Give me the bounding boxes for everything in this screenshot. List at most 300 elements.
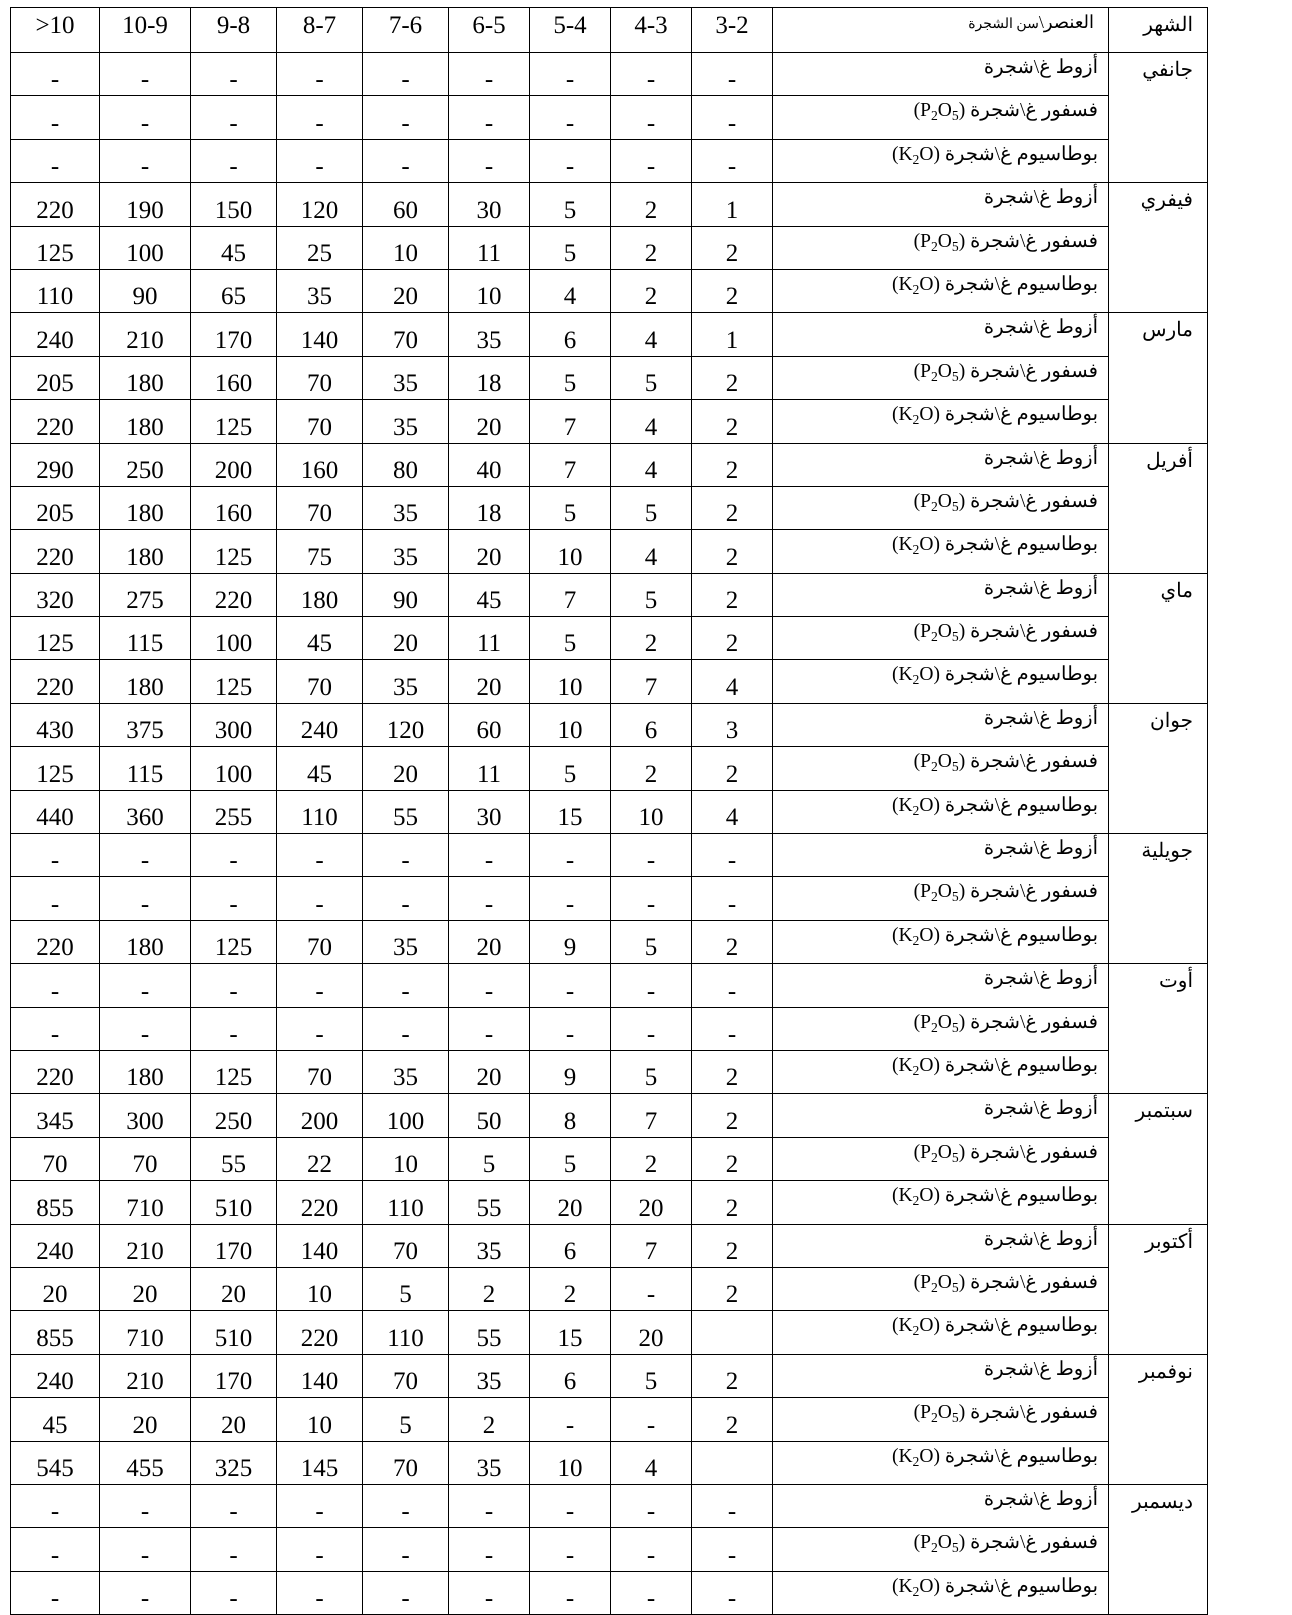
table-row — [11, 400, 1208, 443]
element-label-potassium — [773, 790, 1109, 833]
value-cell: 20 — [449, 920, 530, 963]
value-cell: 6 — [611, 703, 692, 746]
month-cell: جوان — [1109, 703, 1208, 833]
value-cell: 1 — [692, 183, 773, 226]
value-cell: - — [100, 1484, 191, 1527]
formula-subscript: 5 — [951, 759, 959, 775]
formula-subscript: 2 — [930, 1149, 938, 1165]
element-text: بوطاسيوم غ\شجرة ( — [933, 404, 1098, 426]
formula-symbol: K — [898, 924, 913, 946]
value-cell: 20 — [191, 1398, 277, 1441]
value-cell: 170 — [191, 1224, 277, 1267]
value-cell: 35 — [449, 1354, 530, 1397]
element-label-nitrogen — [773, 443, 1109, 486]
formula-symbol: O — [937, 1402, 952, 1424]
value-cell: 5 — [611, 1050, 692, 1093]
value-cell: 55 — [449, 1181, 530, 1224]
header-tree-age: سن الشجرة — [968, 17, 1039, 32]
value-cell: - — [692, 1484, 773, 1527]
value-cell: 255 — [191, 790, 277, 833]
table-row — [11, 660, 1208, 703]
element-label-phosphorus — [773, 617, 1109, 660]
value-cell: - — [530, 1571, 611, 1614]
value-cell: 9 — [530, 1050, 611, 1093]
chemical-formula — [920, 491, 959, 512]
value-cell: - — [191, 1571, 277, 1614]
element-label-phosphorus — [773, 1398, 1109, 1441]
month-cell: أكتوبر — [1109, 1224, 1208, 1354]
month-cell: فيفري — [1109, 183, 1208, 313]
value-cell: 2 — [449, 1398, 530, 1441]
element-label-nitrogen — [773, 313, 1109, 356]
value-cell: 160 — [191, 356, 277, 399]
value-cell: 110 — [11, 269, 100, 312]
element-text: أزوط غ\شجرة — [983, 1228, 1098, 1250]
formula-symbol: O — [937, 621, 952, 643]
value-cell: - — [363, 1528, 449, 1571]
value-cell: - — [11, 1484, 100, 1527]
value-cell: 180 — [100, 486, 191, 529]
formula-subscript: 2 — [930, 1410, 938, 1426]
value-cell: 10 — [530, 660, 611, 703]
value-cell: - — [692, 139, 773, 182]
value-cell: - — [11, 1528, 100, 1571]
formula-symbol: P — [920, 1402, 931, 1424]
element-text: أزوط غ\شجرة — [983, 838, 1098, 860]
value-cell: 160 — [277, 443, 363, 486]
formula-subscript: 2 — [930, 368, 938, 384]
element-label-potassium — [773, 1571, 1109, 1614]
table-row — [11, 877, 1208, 920]
element-text: فسفور غ\شجرة ( — [958, 1532, 1098, 1554]
month-cell: ماي — [1109, 573, 1208, 703]
value-cell: - — [363, 96, 449, 139]
formula-subscript: 2 — [912, 151, 920, 167]
value-cell: 80 — [363, 443, 449, 486]
element-text: فسفور غ\شجرة ( — [958, 1271, 1098, 1293]
value-cell: 35 — [277, 269, 363, 312]
element-text-close: ) — [891, 404, 899, 426]
chemical-formula — [920, 1142, 959, 1163]
value-cell: 60 — [449, 703, 530, 746]
element-text-close: ) — [891, 143, 899, 165]
value-cell: - — [277, 834, 363, 877]
value-cell: - — [363, 53, 449, 96]
element-text: أزوط غ\شجرة — [983, 968, 1098, 990]
value-cell: 50 — [449, 1094, 530, 1137]
element-label-potassium — [773, 1050, 1109, 1093]
formula-subscript: 2 — [930, 1019, 938, 1035]
value-cell: 220 — [11, 400, 100, 443]
element-text-close: ) — [913, 100, 921, 122]
value-cell: 2 — [692, 1354, 773, 1397]
value-cell: - — [611, 877, 692, 920]
value-cell: 220 — [11, 660, 100, 703]
element-text-close: ) — [891, 924, 899, 946]
value-cell: 180 — [100, 356, 191, 399]
table-row — [11, 443, 1208, 486]
value-cell: 5 — [611, 1354, 692, 1397]
value-cell: - — [692, 1571, 773, 1614]
table-row — [11, 139, 1208, 182]
value-cell: - — [277, 139, 363, 182]
value-cell: 5 — [530, 747, 611, 790]
value-cell: 22 — [277, 1137, 363, 1180]
formula-subscript: 5 — [951, 1280, 959, 1296]
value-cell: - — [692, 1007, 773, 1050]
formula-symbol: K — [898, 664, 913, 686]
value-cell: 2 — [692, 1094, 773, 1137]
element-text: أزوط غ\شجرة — [983, 577, 1098, 599]
value-cell: 20 — [611, 1181, 692, 1224]
value-cell: 2 — [692, 356, 773, 399]
element-text: فسفور غ\شجرة ( — [958, 1141, 1098, 1163]
element-text-close: ) — [891, 1575, 899, 1597]
chemical-formula — [920, 1402, 959, 1426]
value-cell: 200 — [277, 1094, 363, 1137]
chemical-formula — [898, 925, 933, 946]
element-text: فسفور غ\شجرة ( — [958, 490, 1098, 512]
chemical-formula — [898, 144, 933, 165]
value-cell: 110 — [363, 1311, 449, 1354]
value-cell: 35 — [363, 486, 449, 529]
value-cell: 25 — [277, 226, 363, 269]
value-cell: 510 — [191, 1181, 277, 1224]
value-cell: 7 — [611, 660, 692, 703]
header-age-3: 6-5 — [449, 8, 530, 53]
value-cell: 180 — [100, 1050, 191, 1093]
table-row — [11, 617, 1208, 660]
value-cell: 220 — [191, 573, 277, 616]
value-cell: 7 — [611, 1094, 692, 1137]
formula-subscript: 2 — [912, 932, 920, 948]
value-cell: 20 — [611, 1311, 692, 1354]
value-cell: 5 — [611, 486, 692, 529]
value-cell: 140 — [277, 1224, 363, 1267]
value-cell: - — [363, 834, 449, 877]
value-cell: 5 — [530, 226, 611, 269]
value-cell: 855 — [11, 1311, 100, 1354]
value-cell: 545 — [11, 1441, 100, 1484]
value-cell: 20 — [100, 1398, 191, 1441]
value-cell: - — [611, 1007, 692, 1050]
value-cell: 140 — [277, 1354, 363, 1397]
value-cell: - — [11, 964, 100, 1007]
table-row — [11, 486, 1208, 529]
value-cell: - — [191, 877, 277, 920]
formula-symbol: K — [898, 273, 913, 295]
value-cell: - — [191, 53, 277, 96]
value-cell: - — [530, 53, 611, 96]
value-cell: - — [611, 1571, 692, 1614]
month-cell: أوت — [1109, 964, 1208, 1094]
value-cell: 9 — [530, 920, 611, 963]
value-cell: - — [100, 96, 191, 139]
value-cell: 6 — [530, 1354, 611, 1397]
element-text-close: ) — [891, 534, 899, 556]
value-cell: 220 — [277, 1311, 363, 1354]
value-cell: 20 — [449, 400, 530, 443]
month-cell: جانفي — [1109, 53, 1208, 183]
element-text: فسفور غ\شجرة ( — [958, 881, 1098, 903]
value-cell: - — [611, 1484, 692, 1527]
value-cell: - — [363, 877, 449, 920]
element-text: بوطاسيوم غ\شجرة ( — [933, 1445, 1098, 1467]
value-cell: 2 — [692, 226, 773, 269]
element-label-phosphorus — [773, 96, 1109, 139]
value-cell: 20 — [449, 660, 530, 703]
value-cell: 6 — [530, 1224, 611, 1267]
formula-symbol: P — [920, 490, 931, 512]
formula-subscript: 5 — [951, 889, 959, 905]
value-cell: 20 — [363, 617, 449, 660]
formula-subscript: 2 — [930, 1280, 938, 1296]
value-cell: 220 — [11, 530, 100, 573]
element-text: بوطاسيوم غ\شجرة ( — [933, 143, 1098, 165]
table-row — [11, 1094, 1208, 1137]
value-cell: 140 — [277, 313, 363, 356]
chemical-formula — [898, 1576, 933, 1597]
value-cell: 190 — [100, 183, 191, 226]
element-label-potassium — [773, 400, 1109, 443]
element-label-potassium — [773, 920, 1109, 963]
value-cell: 20 — [363, 747, 449, 790]
value-cell: 855 — [11, 1181, 100, 1224]
value-cell: - — [11, 834, 100, 877]
formula-symbol: O — [919, 1315, 934, 1337]
element-label-nitrogen — [773, 703, 1109, 746]
element-text: بوطاسيوم غ\شجرة ( — [933, 1185, 1098, 1207]
value-cell: - — [11, 1007, 100, 1050]
element-text: أزوط غ\شجرة — [983, 1358, 1098, 1380]
value-cell: - — [277, 1571, 363, 1614]
value-cell: 7 — [530, 443, 611, 486]
element-text-close: ) — [891, 1315, 899, 1337]
value-cell: 290 — [11, 443, 100, 486]
element-label-nitrogen — [773, 1354, 1109, 1397]
value-cell: - — [191, 834, 277, 877]
formula-symbol: K — [898, 534, 913, 556]
value-cell: 70 — [277, 660, 363, 703]
value-cell: 200 — [191, 443, 277, 486]
element-text: بوطاسيوم غ\شجرة ( — [933, 924, 1098, 946]
formula-symbol: O — [919, 404, 934, 426]
value-cell: - — [692, 96, 773, 139]
table-row — [11, 790, 1208, 833]
value-cell: 125 — [191, 400, 277, 443]
value-cell: 2 — [530, 1267, 611, 1310]
element-text-close: ) — [913, 1532, 921, 1554]
value-cell: 125 — [11, 747, 100, 790]
value-cell: 4 — [530, 269, 611, 312]
value-cell: 180 — [100, 660, 191, 703]
element-text: أزوط غ\شجرة — [983, 1488, 1098, 1510]
value-cell: 15 — [530, 1311, 611, 1354]
formula-symbol: O — [919, 1445, 934, 1467]
value-cell: 125 — [11, 617, 100, 660]
value-cell: 20 — [530, 1181, 611, 1224]
value-cell: - — [611, 96, 692, 139]
chemical-formula — [898, 795, 933, 816]
value-cell: 3 — [692, 703, 773, 746]
formula-symbol: O — [937, 1011, 952, 1033]
value-cell: 35 — [449, 313, 530, 356]
formula-subscript: 2 — [930, 629, 938, 645]
value-cell: 2 — [692, 1181, 773, 1224]
formula-subscript: 2 — [912, 542, 920, 558]
formula-symbol: P — [920, 751, 931, 773]
value-cell: - — [611, 139, 692, 182]
table-row — [11, 573, 1208, 616]
value-cell: 35 — [449, 1441, 530, 1484]
formula-subscript: 2 — [912, 1453, 920, 1469]
value-cell: - — [191, 1528, 277, 1571]
value-cell: 240 — [277, 703, 363, 746]
value-cell: 170 — [191, 313, 277, 356]
value-cell: 455 — [100, 1441, 191, 1484]
value-cell: 11 — [449, 747, 530, 790]
value-cell: - — [692, 53, 773, 96]
value-cell: 10 — [530, 703, 611, 746]
formula-symbol: O — [919, 273, 934, 295]
chemical-formula — [898, 404, 934, 428]
element-text-close: ) — [913, 490, 921, 512]
value-cell: - — [11, 53, 100, 96]
value-cell: 210 — [100, 1354, 191, 1397]
value-cell: 10 — [277, 1398, 363, 1441]
formula-symbol: P — [920, 100, 931, 122]
value-cell: - — [449, 834, 530, 877]
value-cell: 2 — [692, 1267, 773, 1310]
month-cell: أفريل — [1109, 443, 1208, 573]
value-cell: 100 — [100, 226, 191, 269]
formula-symbol: P — [920, 1011, 931, 1033]
element-label-nitrogen — [773, 1484, 1109, 1527]
header-age-8: 10< — [11, 8, 100, 53]
value-cell: - — [363, 964, 449, 1007]
formula-symbol: O — [937, 751, 952, 773]
value-cell: 250 — [191, 1094, 277, 1137]
value-cell: 375 — [100, 703, 191, 746]
value-cell: - — [692, 1528, 773, 1571]
value-cell: 2 — [692, 1050, 773, 1093]
element-label-potassium — [773, 530, 1109, 573]
value-cell: 275 — [100, 573, 191, 616]
formula-symbol: O — [937, 881, 952, 903]
element-text: فسفور غ\شجرة ( — [958, 1402, 1098, 1424]
value-cell: 70 — [277, 920, 363, 963]
element-text-close: ) — [891, 1445, 899, 1467]
formula-symbol: P — [920, 881, 931, 903]
value-cell: 35 — [449, 1224, 530, 1267]
value-cell: - — [363, 139, 449, 182]
value-cell: 220 — [277, 1181, 363, 1224]
value-cell: - — [611, 834, 692, 877]
element-text: فسفور غ\شجرة ( — [958, 621, 1098, 643]
value-cell: 40 — [449, 443, 530, 486]
chemical-formula — [920, 751, 959, 775]
value-cell: 7 — [530, 573, 611, 616]
element-text-close: ) — [913, 230, 921, 252]
value-cell: 160 — [191, 486, 277, 529]
element-text: أزوط غ\شجرة — [983, 187, 1098, 209]
value-cell: 4 — [692, 660, 773, 703]
formula-symbol: O — [937, 1271, 952, 1293]
value-cell: - — [449, 1571, 530, 1614]
value-cell: 115 — [100, 747, 191, 790]
element-label-phosphorus — [773, 1007, 1109, 1050]
value-cell — [692, 1441, 773, 1484]
table-row — [11, 1224, 1208, 1267]
value-cell: - — [611, 1398, 692, 1441]
value-cell: 10 — [363, 1137, 449, 1180]
formula-symbol: O — [919, 664, 934, 686]
formula-symbol: K — [898, 143, 913, 165]
header-age-1: 4-3 — [611, 8, 692, 53]
table-row — [11, 964, 1208, 1007]
chemical-formula — [898, 664, 934, 688]
value-cell: 30 — [449, 790, 530, 833]
value-cell: - — [277, 877, 363, 920]
formula-symbol: O — [919, 1054, 934, 1076]
element-text: بوطاسيوم غ\شجرة ( — [933, 1575, 1098, 1597]
value-cell: 35 — [363, 530, 449, 573]
chemical-formula — [898, 1054, 934, 1079]
value-cell: 345 — [11, 1094, 100, 1137]
element-text: فسفور غ\شجرة ( — [958, 360, 1098, 382]
value-cell: 325 — [191, 1441, 277, 1484]
chemical-formula — [898, 1315, 934, 1339]
value-cell: 710 — [100, 1181, 191, 1224]
value-cell: 240 — [11, 1224, 100, 1267]
element-text-close: ) — [891, 794, 899, 816]
element-text-close: ) — [913, 1271, 921, 1293]
header-row — [11, 8, 1208, 53]
value-cell: 125 — [11, 226, 100, 269]
value-cell: - — [449, 1007, 530, 1050]
value-cell: 4 — [611, 530, 692, 573]
value-cell: - — [449, 1484, 530, 1527]
table-row — [11, 1007, 1208, 1050]
chemical-formula — [920, 1012, 959, 1033]
element-label-potassium — [773, 1311, 1109, 1354]
value-cell: - — [530, 1007, 611, 1050]
value-cell: - — [11, 1571, 100, 1614]
table-row — [11, 1181, 1208, 1224]
value-cell: - — [530, 1528, 611, 1571]
value-cell: 5 — [449, 1137, 530, 1180]
formula-symbol: K — [898, 404, 913, 426]
value-cell: 2 — [611, 226, 692, 269]
formula-symbol: P — [920, 1141, 931, 1163]
value-cell: 100 — [363, 1094, 449, 1137]
table-body — [11, 53, 1208, 1615]
value-cell: 360 — [100, 790, 191, 833]
chemical-formula — [920, 100, 959, 124]
formula-subscript: 5 — [951, 368, 959, 384]
value-cell: - — [11, 877, 100, 920]
element-label-nitrogen — [773, 1224, 1109, 1267]
month-cell: جويلية — [1109, 834, 1208, 964]
value-cell: 70 — [277, 1050, 363, 1093]
table-row — [11, 356, 1208, 399]
value-cell: - — [363, 1007, 449, 1050]
table-row — [11, 834, 1208, 877]
value-cell: 2 — [692, 1398, 773, 1441]
value-cell: 250 — [100, 443, 191, 486]
chemical-formula — [898, 273, 934, 298]
formula-symbol: O — [919, 534, 934, 556]
